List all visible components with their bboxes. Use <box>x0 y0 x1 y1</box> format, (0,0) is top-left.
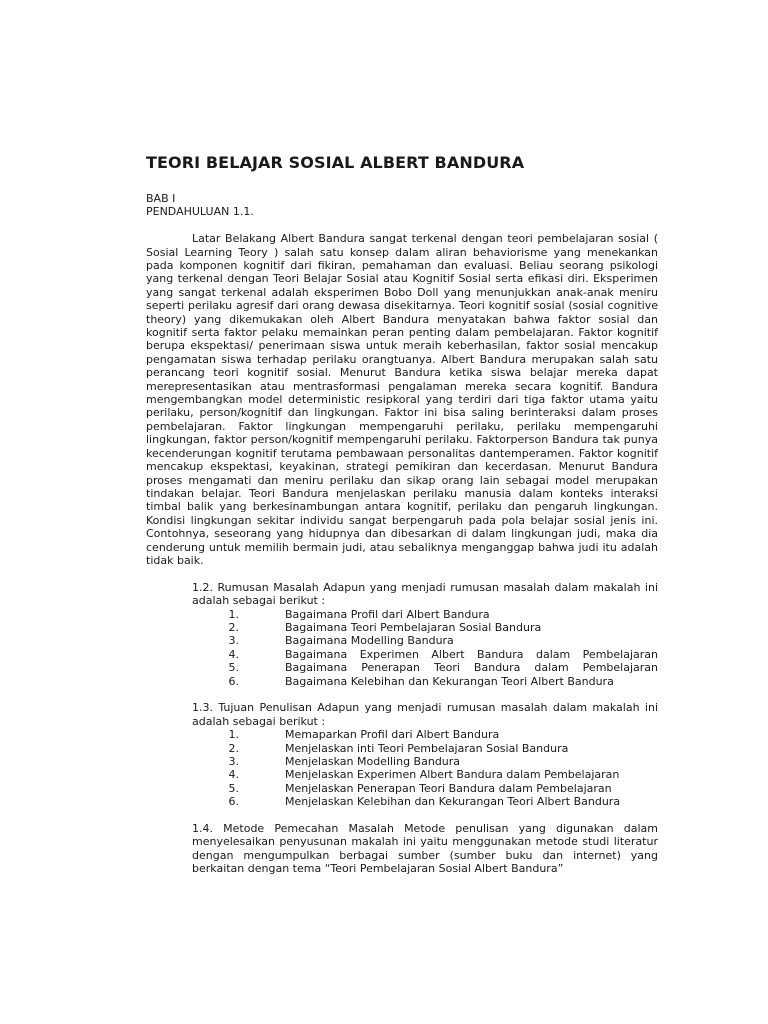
tujuan-intro: 1.3. Tujuan Penulisan Adapun yang menjadi rumusan masalah dalam makalah ini adalah sebagai berikut : <box>192 701 658 728</box>
section-intro-heading: PENDAHULUAN 1.1. <box>146 205 254 219</box>
background-paragraph: Latar Belakang Albert Bandura sangat terkenal dengan teori pembelajaran sosial ( Sosial Learning Teory ) salah satu konsep dalam aliran behaviorisme yang menekankan pada komponen kognitif dari fikiran, pemahaman dan evaluasi. Beliau seorang psikologi yang terkenal dengan Teori Belajar Sosial atau Kognitif Sosial serta efikasi diri. Eksperimen yang sangat terkenal adalah eksperimen Bobo Doll yang menunjukkan anak-anak meniru seperti perilaku agresif dari orang dewasa disekitarnya. Teori kognitif sosial (sosial cognitive theory) yang dikemukakan oleh Albert Bandura menyatakan bahwa faktor sosial dan kognitif serta faktor pelaku memainkan peran penting dalam pembelajaran. Faktor kognitif berupa ekspektasi/ penerimaan siswa untuk meraih keberhasilan, faktor sosial mencakup pengamatan siswa terhadap perilaku orangtuanya. Albert Bandura merupakan salah satu perancang teori kognitif sosial. Menurut Bandura ketika siswa belajar mereka dapat merepresentasikan atau mentrasformasi pengalaman mereka secara kognitif. Bandura mengembangkan model deterministic resipkoral yang terdiri dari tiga faktor utama yaitu perilaku, person/kognitif dan lingkungan. Faktor ini bisa saling berinteraksi dalam proses pembelajaran. Faktor lingkungan mempengaruhi perilaku, perilaku mempengaruhi lingkungan, faktor person/kognitif mempengaruhi perilaku. Faktorperson Bandura tak punya kecenderungan kognitif terutama pembawaan personalitas dantemperamen. Faktor kognitif mencakup ekspektasi, keyakinan, strategi pemikiran dan kecerdasan. Menurut Bandura proses mengamati dan meniru perilaku dan sikap orang lain sebagai model merupakan tindakan belajar. Teori Bandura menjelaskan perilaku manusia dalam konteks interaksi timbal balik yang berkesinambungan antara kognitif, perilaku dan pengaruh lingkungan. Kondisi lingkungan sekitar individu sangat berpengaruh pada pola belajar sosial jenis ini. Contohnya, seseorang yang hidupnya dan dibesarkan di dalam lingkungan judi, maka dia cenderung untuk memilih bermain judi, atau sebaliknya menganggap bahwa judi itu adalah tidak baik. <box>146 232 658 567</box>
rumusan-section <box>192 581 658 876</box>
tujuan-list <box>192 728 658 808</box>
list-item: 6. Menjelaskan Kelebihan dan Kekurangan Teori Albert Bandura <box>228 795 621 809</box>
rumusan-intro: 1.2. Rumusan Masalah Adapun yang menjadi rumusan masalah dalam makalah ini adalah sebagai berikut : <box>192 580 658 608</box>
list-item: 1. Bagaimana Profil dari Albert Bandura <box>228 607 490 621</box>
list-item: 5. Menjelaskan Penerapan Teori Bandura dalam Pembelajaran <box>228 781 612 795</box>
metode-paragraph: 1.4. Metode Pemecahan Masalah Metode penulisan yang digunakan dalam menyelesaikan penyusunan makalah ini yaitu menggunakan metode studi literatur dengan mengumpulkan berbagai sumber (sumber buku dan internet) yang berkaitan dengan tema “Teori Pembelajaran Sosial Albert Bandura” <box>192 822 658 876</box>
list-item: 2. Bagaimana Teori Pembelajaran Sosial Bandura <box>228 620 542 634</box>
list-item: 3. Menjelaskan Modelling Bandura <box>228 755 461 769</box>
list-item: 1. Memaparkan Profil dari Albert Bandura <box>228 728 500 742</box>
chapter-label: BAB I <box>146 192 176 205</box>
list-item: 3. Bagaimana Modelling Bandura <box>228 634 454 648</box>
document-body <box>146 192 658 876</box>
list-item: 2. Menjelaskan inti Teori Pembelajaran Sosial Bandura <box>228 741 569 755</box>
list-item: 4. Menjelaskan Experimen Albert Bandura dalam Pembelajaran <box>228 768 620 782</box>
list-item: 4. Bagaimana Experimen Albert Bandura dalam Pembelajaran <box>228 647 658 661</box>
list-item: 5. Bagaimana Penerapan Teori Bandura dalam Pembelajaran <box>228 661 658 675</box>
list-item: 6. Bagaimana Kelebihan dan Kekurangan Teori Albert Bandura <box>228 674 614 688</box>
document-title: TEORI BELAJAR SOSIAL ALBERT BANDURA <box>146 153 525 172</box>
rumusan-list <box>192 608 658 688</box>
